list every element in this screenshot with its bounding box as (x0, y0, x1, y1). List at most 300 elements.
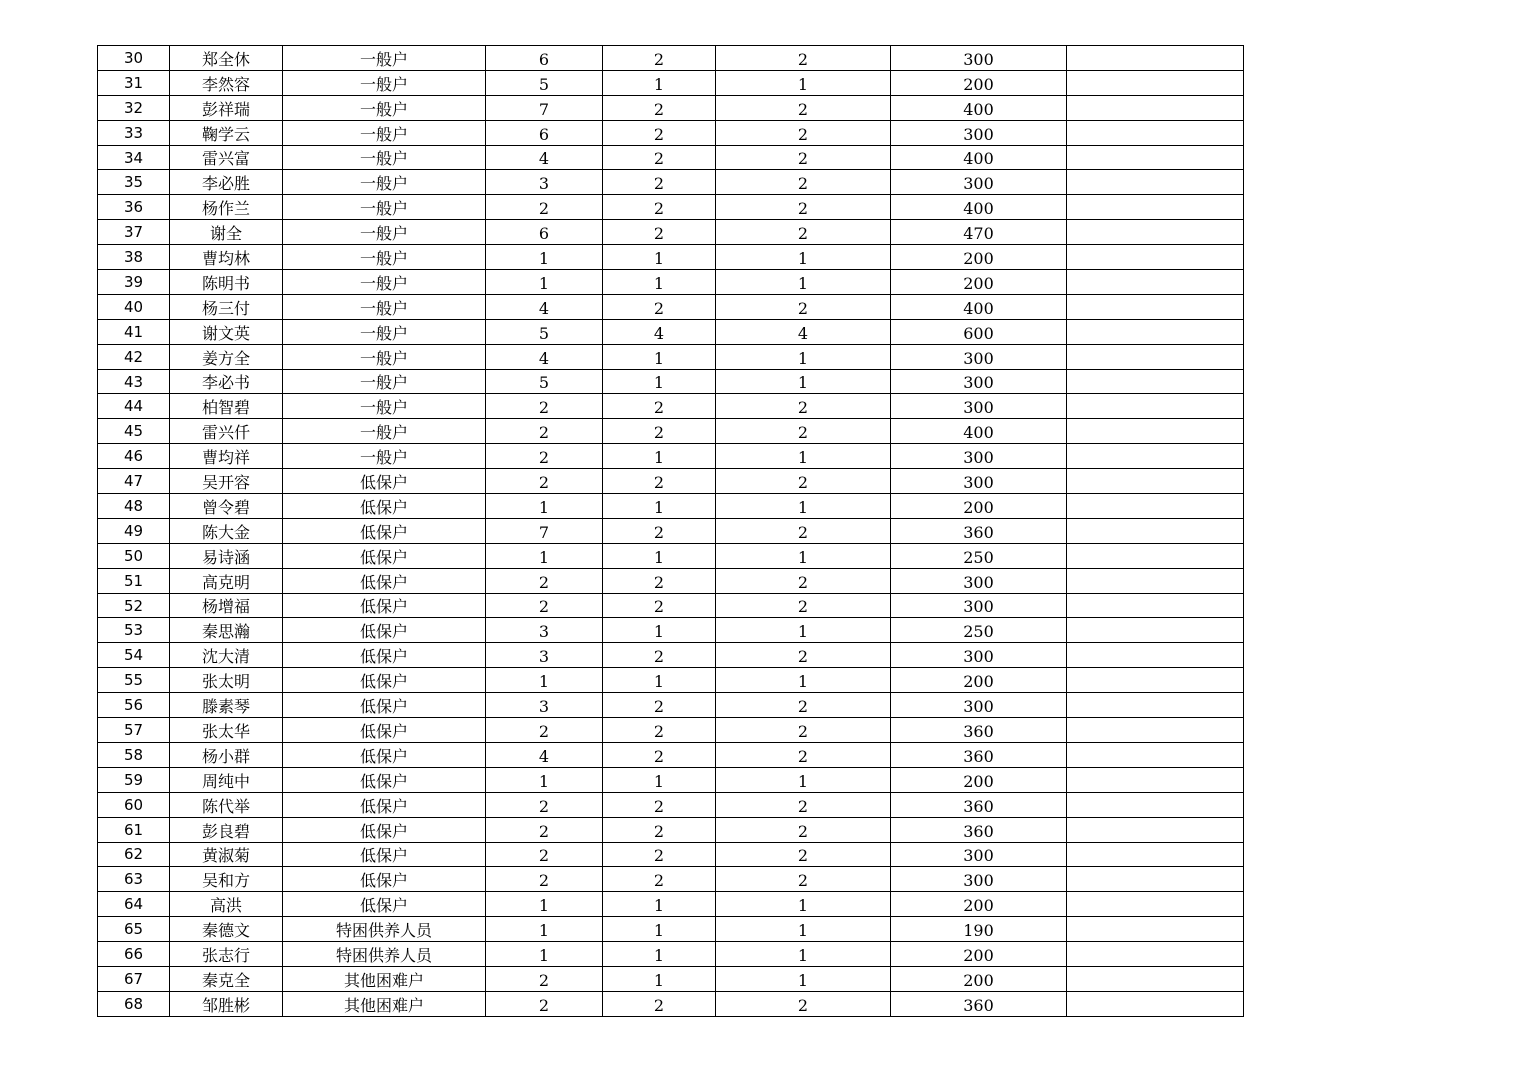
count-b-cell: 2 (716, 842, 891, 867)
table-row (98, 469, 1244, 494)
table-row (98, 668, 1244, 693)
family-size-cell: 2 (486, 991, 603, 1016)
amount-cell: 400 (891, 419, 1067, 444)
row-number-cell: 40 (98, 294, 170, 319)
count-b-cell: 2 (716, 95, 891, 120)
remark-cell (1067, 170, 1244, 195)
amount-cell: 200 (891, 942, 1067, 967)
count-a-cell: 1 (603, 494, 716, 519)
count-b-cell: 2 (716, 693, 891, 718)
table-row (98, 842, 1244, 867)
count-a-cell: 2 (603, 120, 716, 145)
count-a-cell: 2 (603, 195, 716, 220)
count-a-cell: 2 (603, 469, 716, 494)
household-type-cell: 低保户 (283, 518, 486, 543)
count-a-cell: 2 (603, 294, 716, 319)
amount-cell: 300 (891, 120, 1067, 145)
row-number-cell: 43 (98, 369, 170, 394)
table-row (98, 46, 1244, 71)
count-b-cell: 2 (716, 220, 891, 245)
row-number-cell: 51 (98, 568, 170, 593)
table-row (98, 494, 1244, 519)
remark-cell (1067, 643, 1244, 668)
count-b-cell: 2 (716, 195, 891, 220)
family-size-cell: 3 (486, 618, 603, 643)
name-cell: 彭良碧 (170, 817, 283, 842)
household-type-cell: 一般户 (283, 195, 486, 220)
family-size-cell: 1 (486, 767, 603, 792)
household-type-cell: 一般户 (283, 319, 486, 344)
count-b-cell: 1 (716, 70, 891, 95)
remark-cell (1067, 917, 1244, 942)
amount-cell: 200 (891, 494, 1067, 519)
count-a-cell: 1 (603, 618, 716, 643)
remark-cell (1067, 693, 1244, 718)
table-row (98, 742, 1244, 767)
name-cell: 彭祥瑞 (170, 95, 283, 120)
row-number-cell: 52 (98, 593, 170, 618)
row-number-cell: 66 (98, 942, 170, 967)
name-cell: 高克明 (170, 568, 283, 593)
row-number-cell: 67 (98, 966, 170, 991)
amount-cell: 200 (891, 892, 1067, 917)
household-type-cell: 一般户 (283, 419, 486, 444)
amount-cell: 200 (891, 245, 1067, 270)
amount-cell: 360 (891, 991, 1067, 1016)
count-b-cell: 2 (716, 419, 891, 444)
remark-cell (1067, 195, 1244, 220)
count-a-cell: 1 (603, 966, 716, 991)
remark-cell (1067, 991, 1244, 1016)
count-b-cell: 4 (716, 319, 891, 344)
remark-cell (1067, 444, 1244, 469)
remark-cell (1067, 95, 1244, 120)
household-type-cell: 低保户 (283, 593, 486, 618)
count-b-cell: 1 (716, 344, 891, 369)
household-table (97, 45, 1244, 1017)
amount-cell: 300 (891, 643, 1067, 668)
amount-cell: 360 (891, 792, 1067, 817)
amount-cell: 300 (891, 469, 1067, 494)
family-size-cell: 1 (486, 270, 603, 295)
family-size-cell: 3 (486, 693, 603, 718)
name-cell: 高洪 (170, 892, 283, 917)
count-a-cell: 1 (603, 245, 716, 270)
count-b-cell: 2 (716, 394, 891, 419)
remark-cell (1067, 867, 1244, 892)
count-b-cell: 1 (716, 966, 891, 991)
table-row (98, 966, 1244, 991)
row-number-cell: 57 (98, 718, 170, 743)
amount-cell: 300 (891, 693, 1067, 718)
family-size-cell: 2 (486, 444, 603, 469)
row-number-cell: 60 (98, 792, 170, 817)
count-a-cell: 1 (603, 668, 716, 693)
count-b-cell: 1 (716, 668, 891, 693)
count-a-cell: 1 (603, 543, 716, 568)
name-cell: 秦克全 (170, 966, 283, 991)
amount-cell: 400 (891, 294, 1067, 319)
row-number-cell: 42 (98, 344, 170, 369)
row-number-cell: 37 (98, 220, 170, 245)
row-number-cell: 47 (98, 469, 170, 494)
count-b-cell: 1 (716, 369, 891, 394)
count-a-cell: 2 (603, 867, 716, 892)
count-a-cell: 2 (603, 817, 716, 842)
row-number-cell: 34 (98, 145, 170, 170)
row-number-cell: 63 (98, 867, 170, 892)
household-type-cell: 一般户 (283, 95, 486, 120)
amount-cell: 360 (891, 742, 1067, 767)
name-cell: 雷兴富 (170, 145, 283, 170)
family-size-cell: 4 (486, 344, 603, 369)
name-cell: 柏智碧 (170, 394, 283, 419)
household-type-cell: 一般户 (283, 46, 486, 71)
table-row (98, 344, 1244, 369)
household-type-cell: 低保户 (283, 494, 486, 519)
amount-cell: 360 (891, 518, 1067, 543)
household-type-cell: 其他困难户 (283, 966, 486, 991)
count-a-cell: 2 (603, 170, 716, 195)
table-row (98, 444, 1244, 469)
table-body (98, 46, 1244, 1017)
count-b-cell: 1 (716, 892, 891, 917)
amount-cell: 400 (891, 145, 1067, 170)
family-size-cell: 4 (486, 145, 603, 170)
name-cell: 姜方全 (170, 344, 283, 369)
count-a-cell: 4 (603, 319, 716, 344)
row-number-cell: 44 (98, 394, 170, 419)
count-b-cell: 1 (716, 270, 891, 295)
row-number-cell: 54 (98, 643, 170, 668)
name-cell: 曾令碧 (170, 494, 283, 519)
table-row (98, 394, 1244, 419)
remark-cell (1067, 394, 1244, 419)
amount-cell: 200 (891, 767, 1067, 792)
count-b-cell: 1 (716, 543, 891, 568)
household-type-cell: 一般户 (283, 120, 486, 145)
table-row (98, 145, 1244, 170)
name-cell: 周纯中 (170, 767, 283, 792)
table-row (98, 518, 1244, 543)
count-a-cell: 2 (603, 46, 716, 71)
family-size-cell: 2 (486, 469, 603, 494)
household-type-cell: 特困供养人员 (283, 942, 486, 967)
remark-cell (1067, 767, 1244, 792)
family-size-cell: 1 (486, 892, 603, 917)
count-b-cell: 2 (716, 120, 891, 145)
count-b-cell: 2 (716, 643, 891, 668)
amount-cell: 200 (891, 668, 1067, 693)
family-size-cell: 2 (486, 718, 603, 743)
family-size-cell: 1 (486, 543, 603, 568)
count-a-cell: 1 (603, 767, 716, 792)
count-b-cell: 2 (716, 469, 891, 494)
count-a-cell: 2 (603, 991, 716, 1016)
household-type-cell: 低保户 (283, 767, 486, 792)
count-a-cell: 2 (603, 220, 716, 245)
row-number-cell: 64 (98, 892, 170, 917)
remark-cell (1067, 742, 1244, 767)
count-a-cell: 2 (603, 145, 716, 170)
count-a-cell: 2 (603, 95, 716, 120)
amount-cell: 300 (891, 46, 1067, 71)
table-row (98, 917, 1244, 942)
name-cell: 谢文英 (170, 319, 283, 344)
family-size-cell: 2 (486, 842, 603, 867)
count-b-cell: 2 (716, 742, 891, 767)
table-row (98, 892, 1244, 917)
count-b-cell: 2 (716, 518, 891, 543)
count-a-cell: 1 (603, 369, 716, 394)
amount-cell: 360 (891, 718, 1067, 743)
amount-cell: 360 (891, 817, 1067, 842)
count-b-cell: 2 (716, 46, 891, 71)
name-cell: 曹均林 (170, 245, 283, 270)
amount-cell: 200 (891, 70, 1067, 95)
household-type-cell: 一般户 (283, 369, 486, 394)
count-a-cell: 2 (603, 518, 716, 543)
household-type-cell: 低保户 (283, 792, 486, 817)
family-size-cell: 3 (486, 643, 603, 668)
count-b-cell: 2 (716, 718, 891, 743)
name-cell: 沈大清 (170, 643, 283, 668)
family-size-cell: 1 (486, 494, 603, 519)
count-b-cell: 1 (716, 245, 891, 270)
name-cell: 陈明书 (170, 270, 283, 295)
row-number-cell: 55 (98, 668, 170, 693)
remark-cell (1067, 892, 1244, 917)
amount-cell: 300 (891, 568, 1067, 593)
family-size-cell: 2 (486, 792, 603, 817)
remark-cell (1067, 369, 1244, 394)
family-size-cell: 5 (486, 70, 603, 95)
family-size-cell: 2 (486, 419, 603, 444)
row-number-cell: 31 (98, 70, 170, 95)
amount-cell: 400 (891, 95, 1067, 120)
amount-cell: 250 (891, 618, 1067, 643)
name-cell: 李必书 (170, 369, 283, 394)
name-cell: 曹均祥 (170, 444, 283, 469)
remark-cell (1067, 618, 1244, 643)
remark-cell (1067, 46, 1244, 71)
household-type-cell: 低保户 (283, 817, 486, 842)
row-number-cell: 39 (98, 270, 170, 295)
count-b-cell: 2 (716, 991, 891, 1016)
name-cell: 杨三付 (170, 294, 283, 319)
household-type-cell: 低保户 (283, 842, 486, 867)
household-type-cell: 低保户 (283, 618, 486, 643)
count-a-cell: 1 (603, 70, 716, 95)
row-number-cell: 38 (98, 245, 170, 270)
household-type-cell: 低保户 (283, 543, 486, 568)
row-number-cell: 33 (98, 120, 170, 145)
household-type-cell: 低保户 (283, 668, 486, 693)
row-number-cell: 65 (98, 917, 170, 942)
family-size-cell: 2 (486, 568, 603, 593)
table-row (98, 643, 1244, 668)
name-cell: 郑全休 (170, 46, 283, 71)
count-a-cell: 2 (603, 742, 716, 767)
name-cell: 黄淑菊 (170, 842, 283, 867)
row-number-cell: 50 (98, 543, 170, 568)
name-cell: 滕素琴 (170, 693, 283, 718)
remark-cell (1067, 469, 1244, 494)
count-b-cell: 2 (716, 817, 891, 842)
row-number-cell: 62 (98, 842, 170, 867)
count-a-cell: 2 (603, 568, 716, 593)
row-number-cell: 46 (98, 444, 170, 469)
remark-cell (1067, 593, 1244, 618)
count-b-cell: 2 (716, 170, 891, 195)
row-number-cell: 61 (98, 817, 170, 842)
table-row (98, 419, 1244, 444)
row-number-cell: 41 (98, 319, 170, 344)
count-b-cell: 1 (716, 942, 891, 967)
table-row (98, 817, 1244, 842)
household-type-cell: 低保户 (283, 568, 486, 593)
amount-cell: 190 (891, 917, 1067, 942)
household-type-cell: 低保户 (283, 643, 486, 668)
row-number-cell: 36 (98, 195, 170, 220)
row-number-cell: 59 (98, 767, 170, 792)
remark-cell (1067, 842, 1244, 867)
name-cell: 李然容 (170, 70, 283, 95)
remark-cell (1067, 817, 1244, 842)
row-number-cell: 30 (98, 46, 170, 71)
household-type-cell: 低保户 (283, 892, 486, 917)
amount-cell: 300 (891, 394, 1067, 419)
amount-cell: 300 (891, 593, 1067, 618)
amount-cell: 300 (891, 867, 1067, 892)
table-row (98, 245, 1244, 270)
family-size-cell: 1 (486, 917, 603, 942)
household-type-cell: 一般户 (283, 170, 486, 195)
table-row (98, 718, 1244, 743)
name-cell: 秦德文 (170, 917, 283, 942)
count-b-cell: 2 (716, 568, 891, 593)
row-number-cell: 53 (98, 618, 170, 643)
table-row (98, 593, 1244, 618)
row-number-cell: 68 (98, 991, 170, 1016)
family-size-cell: 5 (486, 319, 603, 344)
family-size-cell: 2 (486, 867, 603, 892)
count-a-cell: 1 (603, 892, 716, 917)
amount-cell: 300 (891, 369, 1067, 394)
name-cell: 张志行 (170, 942, 283, 967)
table-row (98, 618, 1244, 643)
amount-cell: 300 (891, 170, 1067, 195)
count-a-cell: 1 (603, 917, 716, 942)
household-type-cell: 低保户 (283, 867, 486, 892)
count-a-cell: 2 (603, 792, 716, 817)
amount-cell: 300 (891, 842, 1067, 867)
table-row (98, 170, 1244, 195)
household-type-cell: 低保户 (283, 469, 486, 494)
count-b-cell: 1 (716, 444, 891, 469)
family-size-cell: 4 (486, 742, 603, 767)
household-type-cell: 低保户 (283, 718, 486, 743)
table-row (98, 95, 1244, 120)
table-row (98, 294, 1244, 319)
name-cell: 鞠学云 (170, 120, 283, 145)
remark-cell (1067, 344, 1244, 369)
count-b-cell: 1 (716, 767, 891, 792)
household-type-cell: 一般户 (283, 70, 486, 95)
family-size-cell: 2 (486, 593, 603, 618)
remark-cell (1067, 518, 1244, 543)
count-a-cell: 1 (603, 344, 716, 369)
family-size-cell: 5 (486, 369, 603, 394)
family-size-cell: 1 (486, 942, 603, 967)
count-a-cell: 2 (603, 842, 716, 867)
count-b-cell: 2 (716, 867, 891, 892)
family-size-cell: 2 (486, 195, 603, 220)
count-b-cell: 1 (716, 917, 891, 942)
count-b-cell: 2 (716, 593, 891, 618)
row-number-cell: 56 (98, 693, 170, 718)
name-cell: 李必胜 (170, 170, 283, 195)
name-cell: 陈代举 (170, 792, 283, 817)
remark-cell (1067, 120, 1244, 145)
family-size-cell: 2 (486, 817, 603, 842)
amount-cell: 300 (891, 344, 1067, 369)
name-cell: 吴和方 (170, 867, 283, 892)
remark-cell (1067, 494, 1244, 519)
family-size-cell: 2 (486, 966, 603, 991)
count-b-cell: 2 (716, 792, 891, 817)
household-type-cell: 特困供养人员 (283, 917, 486, 942)
count-a-cell: 2 (603, 394, 716, 419)
remark-cell (1067, 319, 1244, 344)
table-row (98, 70, 1244, 95)
amount-cell: 600 (891, 319, 1067, 344)
row-number-cell: 49 (98, 518, 170, 543)
amount-cell: 200 (891, 966, 1067, 991)
count-a-cell: 2 (603, 643, 716, 668)
count-a-cell: 2 (603, 718, 716, 743)
remark-cell (1067, 270, 1244, 295)
table-row (98, 319, 1244, 344)
name-cell: 张太华 (170, 718, 283, 743)
table-row (98, 195, 1244, 220)
count-a-cell: 1 (603, 270, 716, 295)
amount-cell: 400 (891, 195, 1067, 220)
table-row (98, 693, 1244, 718)
remark-cell (1067, 245, 1244, 270)
name-cell: 邹胜彬 (170, 991, 283, 1016)
family-size-cell: 6 (486, 46, 603, 71)
amount-cell: 300 (891, 444, 1067, 469)
count-a-cell: 2 (603, 419, 716, 444)
amount-cell: 250 (891, 543, 1067, 568)
name-cell: 杨小群 (170, 742, 283, 767)
row-number-cell: 32 (98, 95, 170, 120)
household-type-cell: 一般户 (283, 145, 486, 170)
household-type-cell: 一般户 (283, 444, 486, 469)
table-row (98, 568, 1244, 593)
remark-cell (1067, 718, 1244, 743)
name-cell: 张太明 (170, 668, 283, 693)
name-cell: 杨作兰 (170, 195, 283, 220)
count-b-cell: 2 (716, 294, 891, 319)
count-b-cell: 1 (716, 618, 891, 643)
household-type-cell: 一般户 (283, 394, 486, 419)
count-a-cell: 1 (603, 942, 716, 967)
table-row (98, 792, 1244, 817)
remark-cell (1067, 792, 1244, 817)
family-size-cell: 6 (486, 120, 603, 145)
